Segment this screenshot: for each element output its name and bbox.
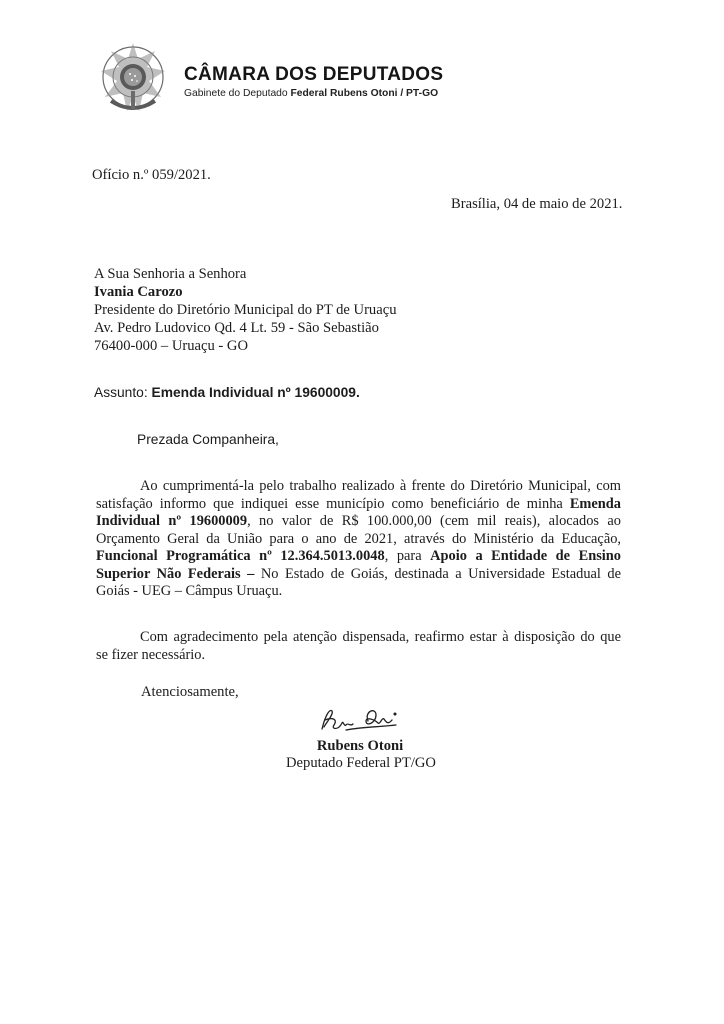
- letter-date: Brasília, 04 de maio de 2021.: [451, 196, 623, 212]
- body-paragraph-1: [96, 478, 621, 601]
- handwritten-signature: [316, 703, 406, 737]
- greeting: Prezada Companheira,: [137, 432, 279, 447]
- signer-role: Deputado Federal PT/GO: [286, 755, 436, 771]
- brazil-coat-of-arms-icon: [93, 37, 173, 117]
- subject-value: Emenda Individual nº 19600009.: [151, 385, 360, 400]
- paragraph-line: Goiás - UEG – Câmpus Uruaçu.: [96, 583, 283, 599]
- signer-name: Rubens Otoni: [316, 738, 404, 754]
- office-prefix: Gabinete do Deputado: [184, 88, 291, 99]
- subject-label: Assunto:: [94, 385, 152, 400]
- paragraph-line: Funcional Programática nº 12.364.5013.0048, para Apoio a Entidade de Ensino: [96, 548, 621, 564]
- office-name: Federal Rubens Otoni / PT-GO: [290, 88, 439, 99]
- recipient-address-2: 76400-000 – Uruaçu - GO: [94, 338, 249, 354]
- subject-line: [94, 384, 360, 402]
- institution-name: CÂMARA DOS DEPUTADOS: [184, 64, 444, 85]
- paragraph-line: Individual nº 19600009, no valor de R$ 100.000,00 (cem mil reais), alocados ao: [96, 513, 621, 529]
- paragraph-line: Superior Não Federais – No Estado de Goiás, destinada a Universidade Estadual de: [96, 565, 621, 582]
- closing: Atenciosamente,: [141, 684, 239, 700]
- paragraph-line: Orçamento Geral da União para o ano de 2021, através do Ministério da Educação,: [96, 530, 621, 547]
- paragraph-line: Com agradecimento pela atenção dispensada, reafirmo estar à disposição do que: [140, 629, 621, 645]
- recipient-title: Presidente do Diretório Municipal do PT de Uruaçu: [94, 302, 397, 318]
- paragraph-line: Ao cumprimentá-la pelo trabalho realizado à frente do Diretório Municipal, com: [140, 478, 621, 494]
- office-subtitle: [184, 88, 438, 99]
- recipient-name: Ivania Carozo: [94, 284, 183, 300]
- paragraph-line: satisfação informo que indiquei esse município como beneficiário de minha Emenda: [96, 495, 621, 512]
- recipient-salutation: A Sua Senhoria a Senhora: [94, 266, 247, 282]
- paragraph-line: se fizer necessário.: [96, 646, 206, 663]
- letter-reference: Ofício n.º 059/2021.: [92, 167, 211, 183]
- recipient-address-1: Av. Pedro Ludovico Qd. 4 Lt. 59 - São Sebastião: [94, 320, 379, 336]
- body-paragraph-2: [96, 629, 621, 664]
